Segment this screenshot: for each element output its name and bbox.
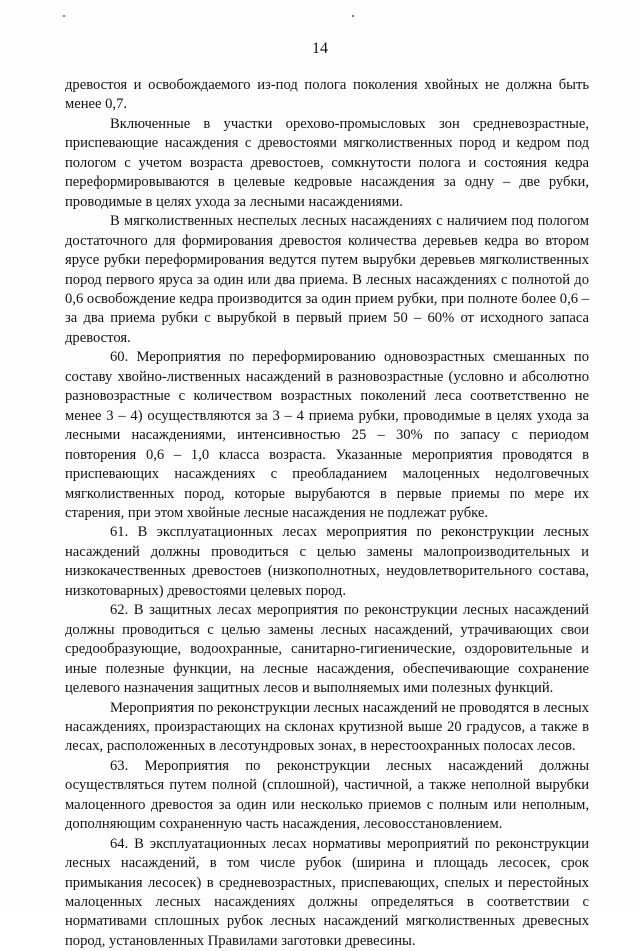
scan-speck (352, 15, 354, 17)
page-number: 14 (312, 40, 328, 57)
paragraph-63: 63. Мероприятия по реконструкции лесных насаждений должны осуществляться путем полной (сплошной), частичной, а также неполной вырубки малоценного древостоя за один или несколько приемов с полным или неполным, дополняющим сохраненную часть насаждения, лесовосстановлением. (65, 757, 589, 833)
scan-speck (63, 15, 65, 17)
paragraph-60: 60. Мероприятия по переформированию одновозрастных смешанных по составу хвойно-лиственных насаждений в разновозрастные (условно и абсолютно разновозрастные с количеством возрастных поколений леса соответственно не менее 3 – 4) осуществляются за 3 – 4 приема рубки, проводимые в целях ухода за лесными насаждениями, интенсивностью 25 – 30% по запасу с периодом повторения 0,6 – 1,0 класса возраста. Указанные мероприятия проводятся в приспевающих насаждениях с преобладанием малоценных недолговечных мягколиственных пород, которые вырубаются в первые приемы по мере их старения, при этом хвойные лесные насаждения не подлежат рубке. (65, 349, 589, 521)
paragraph-cedar-zones: Включенные в участки орехово-промысловых зон средневозрастные, приспевающие насаждения с древостоями мягколиственных пород и кедром под пологом с учетом возраста древостоев, сомкнутости полога и состояния кедра переформировываются в целевые кедровые насаждения за одну – две рубки, проводимые в целях ухода за лесными насаждениями. (65, 115, 589, 210)
document-body (65, 76, 589, 951)
paragraph-62-note: Мероприятия по реконструкции лесных насаждений не проводятся в лесных насаждениях, произрастающих на склонах крутизной выше 20 градусов, а также в лесах, расположенных в лесотундровых зонах, в нерестоохранных полосах лесов. (65, 699, 589, 755)
paragraph-continuation: древостоя и освобождаемого из-под полога поколения хвойных не должна быть менее 0,7. (65, 77, 589, 113)
paragraph-62: 62. В защитных лесах мероприятия по реконструкции лесных насаждений должны проводиться с целью замены лесных насаждений, утрачивающих свои средообразующие, водоохранные, санитарно-гигиенические, оздоровительные и иные полезные функции, на лесные насаждения, обеспечивающие сохранение целевого назначения защитных лесов и выполняемых ими полезных функций. (65, 602, 589, 697)
paragraph-61: 61. В эксплуатационных лесах мероприятия по реконструкции лесных насаждений должны проводиться с целью замены малопроизводительных и низкокачественных древостоев (низкополнотных, неудовлетворительного состава, низкотоварных) древостоями целевых пород. (65, 524, 589, 599)
paragraph-softwood-reforming: В мягколиственных неспелых лесных насаждениях с наличием под пологом достаточного для формирования древостоя количества деревьев кедра во втором ярусе рубки переформирования ведутся путем вырубки деревьев мягколиственных пород первого яруса за один или два приема. В лесных насаждениях с полнотой до 0,6 освобождение кедра производится за один прием рубки, при полноте более 0,6 – за два приема рубки с вырубкой в первый прием 50 – 60% от исходного запаса древостоя. (65, 213, 589, 346)
paragraph-64: 64. В эксплуатационных лесах нормативы мероприятий по реконструкции лесных насаждений, в том числе рубок (ширина и площадь лесосек, срок примыкания лесосек) в средневозрастных, приспевающих, спелых и перестойных малоценных лесных насаждениях должны определяться в соответствии с нормативами сплошных рубок лесных насаждений мягколиственных древесных пород, установленных Правилами заготовки древесины. (65, 835, 589, 949)
